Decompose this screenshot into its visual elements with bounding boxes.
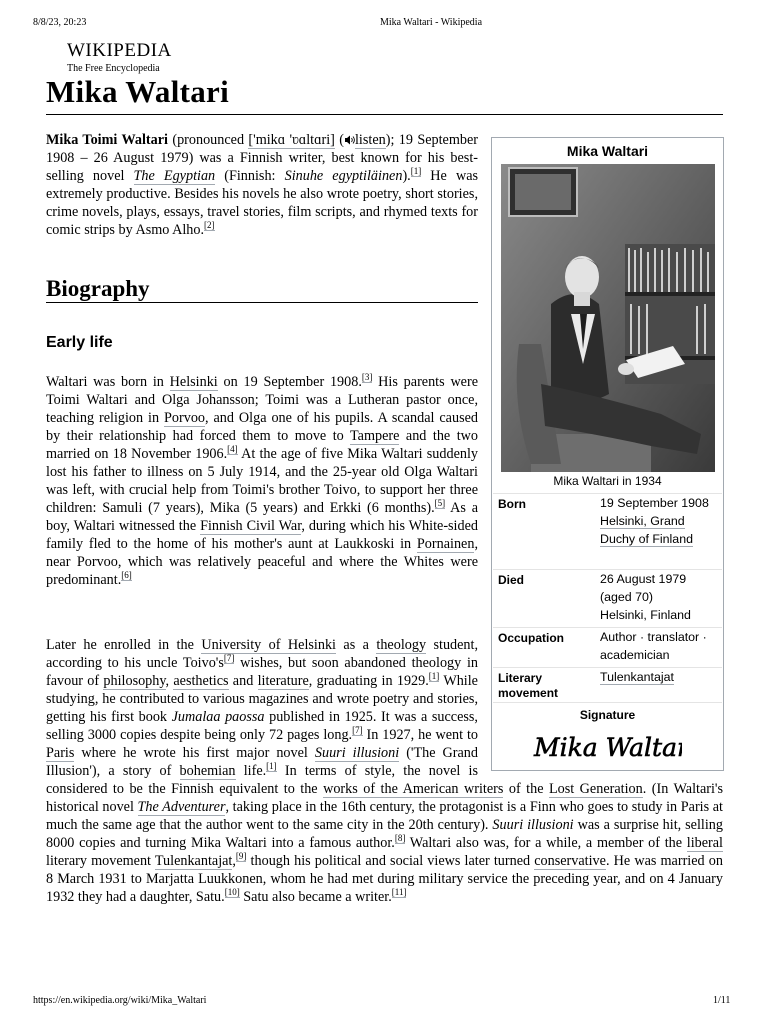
portrait-photo[interactable] bbox=[501, 164, 715, 472]
ref-link[interactable]: [3] bbox=[361, 372, 373, 383]
listen-link[interactable]: listen bbox=[354, 132, 386, 148]
ref-link[interactable]: [11] bbox=[391, 887, 407, 898]
pornainen-link[interactable]: Pornainen bbox=[416, 536, 475, 552]
theology-link[interactable]: theology bbox=[376, 637, 427, 653]
ref-link[interactable]: [10] bbox=[224, 887, 240, 898]
died-value bbox=[600, 570, 718, 624]
conservative-link[interactable]: conservative bbox=[534, 853, 606, 869]
paragraph-early-life-1: Waltari was born in Helsinki on 19 September 1908.[3] His parents were Toimi Waltari and Olga Johansson; Toimi was a Lutheran pastor once, teaching religion in Porvoo, and Olga one of his pupils. A scandal caused by their relationship had forced them to move to Tampere and the two married on 18 November 1906.[4] At the age of five Mika Waltari suddenly lost his father to illness on 5 July 1914, and the 25-year old Olga Waltari was left, with crucial help from Toimi's brother Toivo, to support her three children: Samuli (7 years), Mika (5 years) and Erkki (6 months).[5] As a boy, Waltari witnessed the Finnish Civil War, during which his White-sided family fled to the home of his mother's aunt at Laukkoski in Pornainen, near Porvoo, which was relatively peaceful and where the Whites were predominant.[6] bbox=[46, 372, 479, 588]
university-of-helsinki-link[interactable]: University of Helsinki bbox=[201, 637, 336, 653]
born-label: Born bbox=[498, 497, 526, 511]
infobox bbox=[491, 137, 724, 771]
died-place: Helsinki, Finland bbox=[600, 608, 691, 622]
the-adventurer-link[interactable]: The Adventurer bbox=[137, 799, 226, 815]
wikipedia-tagline: The Free Encyclopedia bbox=[67, 63, 160, 74]
ref-link[interactable]: [7] bbox=[223, 653, 235, 664]
tulenkantajat-infobox-link[interactable]: Tulenkantajat bbox=[600, 670, 674, 684]
died-date: 26 August 1979 bbox=[600, 572, 687, 586]
subject-name: Mika Toimi Waltari bbox=[46, 132, 168, 148]
ref-link[interactable]: [1] bbox=[428, 671, 440, 682]
infobox-divider bbox=[493, 702, 722, 703]
literary-movement-value bbox=[600, 668, 718, 686]
wikipedia-wordmark[interactable]: WIKIPEDIA bbox=[67, 40, 172, 61]
infobox-title: Mika Waltari bbox=[566, 143, 649, 159]
print-page-count: 1/11 bbox=[713, 995, 731, 1006]
born-place-link[interactable]: Helsinki, Grand Duchy of Finland bbox=[600, 514, 693, 546]
print-datetime: 8/8/23, 20:23 bbox=[33, 17, 87, 28]
signature-label: Signature bbox=[579, 708, 636, 722]
ref-link[interactable]: [1] bbox=[410, 166, 422, 177]
born-value bbox=[600, 494, 718, 548]
the-egyptian-link[interactable]: The Egyptian bbox=[133, 168, 216, 184]
speaker-icon[interactable] bbox=[344, 135, 355, 145]
occupation-label: Occupation bbox=[498, 631, 565, 645]
subsection-heading-early-life: Early life bbox=[46, 334, 113, 351]
title-rule bbox=[46, 114, 723, 115]
philosophy-link[interactable]: philosophy bbox=[103, 673, 166, 689]
print-page-title: Mika Waltari - Wikipedia bbox=[380, 17, 483, 28]
tampere-link[interactable]: Tampere bbox=[350, 428, 400, 444]
ref-link[interactable]: [7] bbox=[352, 725, 363, 736]
ref-link[interactable]: [5] bbox=[434, 498, 446, 509]
section-rule bbox=[46, 302, 478, 303]
ref-link[interactable]: [8] bbox=[394, 833, 406, 844]
works-link[interactable]: works of the American writers bbox=[323, 781, 504, 797]
ipa-link[interactable]: ['mikɑ 'ʋɑltɑri] bbox=[248, 132, 335, 148]
lost-generation-link[interactable]: Lost Generation bbox=[548, 781, 643, 797]
tulenkantajat-link[interactable]: Tulenkantajat bbox=[154, 853, 233, 869]
occupation-value: Author · translator · academician bbox=[600, 630, 707, 662]
finnish-civil-war-link[interactable]: Finnish Civil War bbox=[200, 518, 302, 534]
signature-text: Mika Waltari bbox=[534, 733, 682, 762]
born-date: 19 September 1908 bbox=[600, 496, 709, 510]
died-label: Died bbox=[498, 573, 525, 587]
porvoo-link[interactable]: Porvoo bbox=[164, 410, 206, 426]
section-heading-biography: Biography bbox=[46, 276, 150, 301]
helsinki-link[interactable]: Helsinki bbox=[169, 374, 218, 390]
intro-paragraph: Mika Toimi Waltari (pronounced ['mikɑ 'ʋɑltɑri] ( listen); 19 September 1908 – 26 August 1979) was a Finnish writer, best known for his best-selling novel The Egyptian (Finnish: Sinuhe egyptiläinen).[1] He was extremely productive. Besides his novels he also wrote poetry, short stories, crime novels, plays, essays, travel stories, film scripts, and rhymed texts for comic strips by Asmo Alho.[2] bbox=[46, 132, 479, 238]
photo-caption: Mika Waltari in 1934 bbox=[553, 474, 662, 488]
print-url: https://en.wikipedia.org/wiki/Mika_Waltari bbox=[33, 995, 207, 1006]
signature-image[interactable] bbox=[532, 728, 682, 769]
page-title: Mika Waltari bbox=[46, 74, 230, 109]
liberal-link[interactable]: liberal bbox=[686, 835, 723, 851]
died-age: (aged 70) bbox=[600, 590, 654, 604]
suuri-illusioni-link[interactable]: Suuri illusioni bbox=[314, 745, 400, 761]
bohemian-link[interactable]: bohemian bbox=[179, 763, 236, 779]
ref-link[interactable]: [1] bbox=[266, 761, 277, 772]
paris-link[interactable]: Paris bbox=[46, 745, 75, 761]
ref-link[interactable]: [2] bbox=[204, 220, 215, 231]
ref-link[interactable]: [6] bbox=[121, 570, 132, 581]
paragraph-early-life-2: Later he enrolled in the University of Helsinki as a theology student, according to his uncle Toivo's[7] wishes, but soon abandoned theology in favour of philosophy, aesthetics and literature, graduating in 1929.[1] While studying, he contributed to various magazines and wrote poetry and stories, getting his first book Jumalaa paossa published in 1925. It was a success, selling 3000 copies despite being only 72 pages long.[7] In 1927, he went to Paris where he wrote his first major novel Suuri illusioni ('The Grand Illusion'), a story of bohemian life.[1] In terms of style, the novel is considered to be the Finnish equivalent to the works of the American writers of the Lost Generation. (In Waltari's historical novel The Adventurer, taking place in the 16th century, the protagonist is a Finn who goes to study in Paris at much the same age that the author went to the same city in the 20th century). Suuri illusioni was a surprise hit, selling 8000 copies and turning Mika Waltari into a famous author.[8] Waltari also was, for a while, a member of the liberal literary movement Tulenkantajat,[9] though his political and social views later turned conservative. He was married on 8 March 1931 to Marjatta Luukkonen, whom he had met during military service the preceding year, and on 4 January 1932 they had a daughter, Satu.[10] Satu also became a writer.[11] bbox=[46, 637, 723, 905]
ref-link[interactable]: [4] bbox=[227, 444, 238, 455]
literary-movement-label: Literary movement bbox=[498, 671, 559, 700]
ref-link[interactable]: [9] bbox=[235, 851, 247, 862]
literature-link[interactable]: literature bbox=[257, 673, 309, 689]
aesthetics-link[interactable]: aesthetics bbox=[173, 673, 229, 689]
